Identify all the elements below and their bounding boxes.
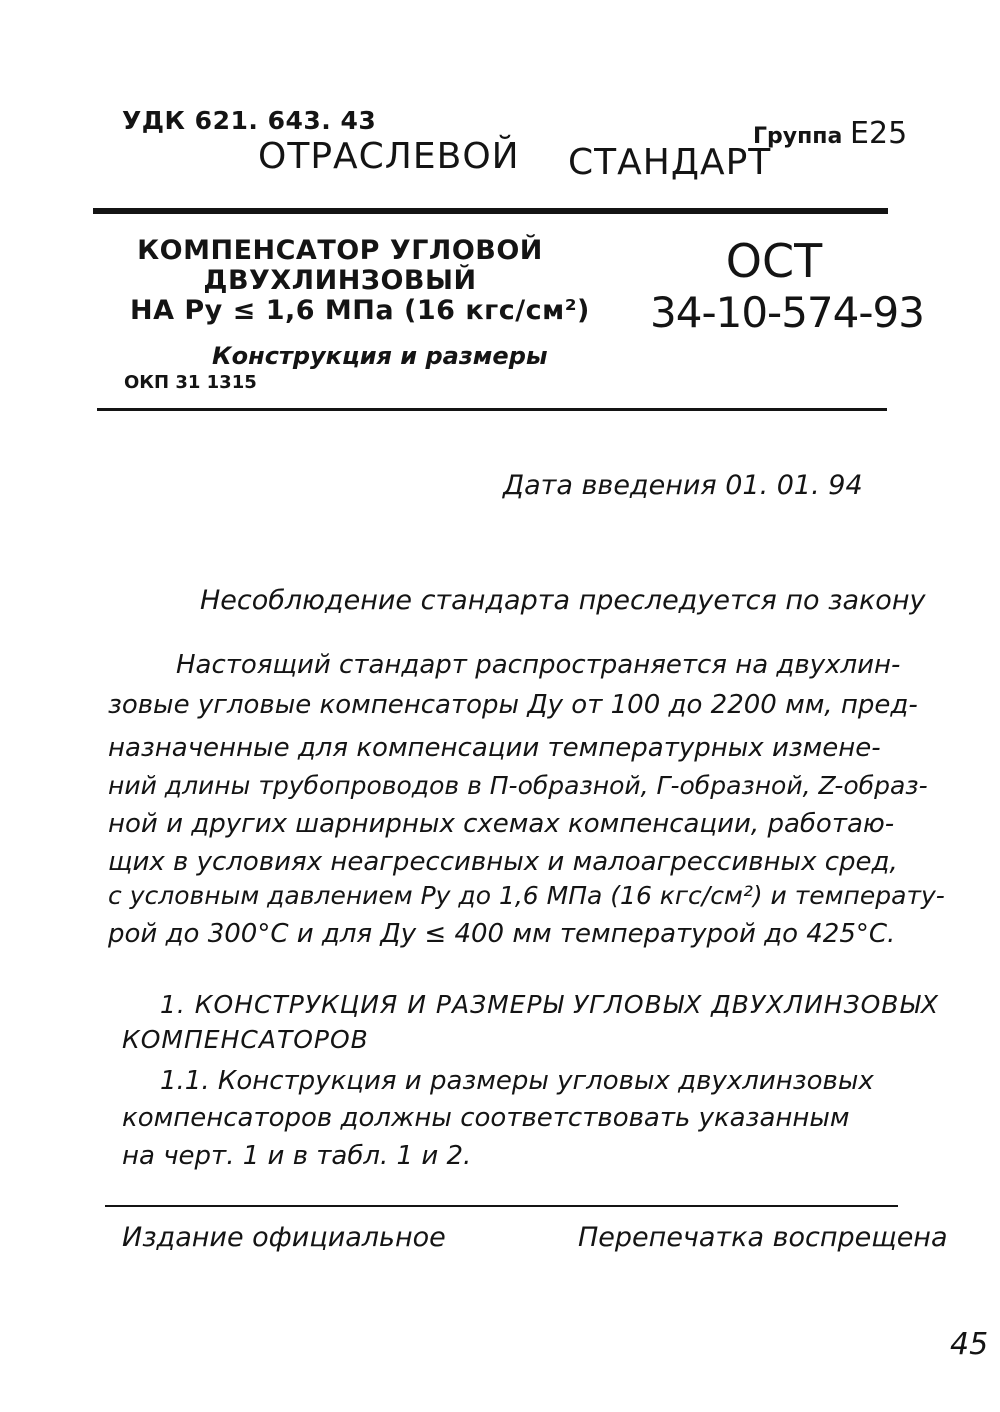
- group-code: [753, 116, 907, 151]
- udk-code: УДК 621. 643. 43: [122, 106, 377, 135]
- section-heading: 1. КОНСТРУКЦИЯ И РАЗМЕРЫ УГЛОВЫХ ДВУХЛИНЗОВЫХ: [160, 990, 940, 1019]
- designation-subtitle: Конструкция и размеры: [212, 342, 548, 370]
- clause-line: на черт. 1 и в табл. 1 и 2.: [122, 1141, 472, 1171]
- intro-line: щих в условиях неагрессивных и малоагрессивных сред,: [108, 847, 898, 877]
- header-divider: [93, 208, 888, 214]
- title-line: НА Ру ≤ 1,6 МПа (16 кгс/см²): [130, 295, 590, 326]
- group-value: Е25: [850, 116, 908, 151]
- footer-official: Издание официальное: [122, 1222, 446, 1253]
- group-label: Группа: [753, 124, 843, 149]
- ost-number: 34-10-574-93: [650, 288, 924, 337]
- intro-line: ний длины трубопроводов в П-образной, Г-образной, Z-образ-: [108, 771, 928, 800]
- intro-line: рой до 300°С и для Ду ≤ 400 мм температурой до 425°С.: [108, 919, 896, 949]
- okp-code: ОКП 31 1315: [124, 372, 257, 393]
- header-title-right: СТАНДАРТ: [568, 142, 772, 183]
- intro-line: с условным давлением Ру до 1,6 МПа (16 кгс/см²) и температу-: [108, 881, 945, 910]
- footer-divider: [105, 1205, 898, 1207]
- legal-warning: Несоблюдение стандарта преследуется по закону: [200, 585, 926, 616]
- ost-label: ОСТ: [725, 234, 823, 288]
- footer-reprint: Перепечатка воспрещена: [578, 1222, 948, 1253]
- section-heading: КОМПЕНСАТОРОВ: [122, 1025, 369, 1054]
- clause-line: компенсаторов должны соответствовать указанным: [122, 1103, 850, 1133]
- title-line: ДВУХЛИНЗОВЫЙ: [203, 265, 477, 296]
- title-line: КОМПЕНСАТОР УГЛОВОЙ: [137, 235, 543, 266]
- header-title-left: ОТРАСЛЕВОЙ: [258, 136, 520, 177]
- intro-line: ной и других шарнирных схемах компенсации, работаю-: [108, 809, 895, 839]
- intro-line: зовые угловые компенсаторы Ду от 100 до 2200 мм, пред-: [108, 690, 918, 720]
- designation-divider: [97, 408, 887, 411]
- intro-line: Настоящий стандарт распространяется на двухлин-: [176, 650, 901, 680]
- designation-title: [130, 235, 590, 326]
- intro-line: назначенные для компенсации температурных измене-: [108, 733, 881, 763]
- clause-line: 1.1. Конструкция и размеры угловых двухлинзовых: [160, 1066, 874, 1096]
- date-introduced: Дата введения 01. 01. 94: [503, 470, 863, 501]
- page-number: 45: [950, 1327, 989, 1362]
